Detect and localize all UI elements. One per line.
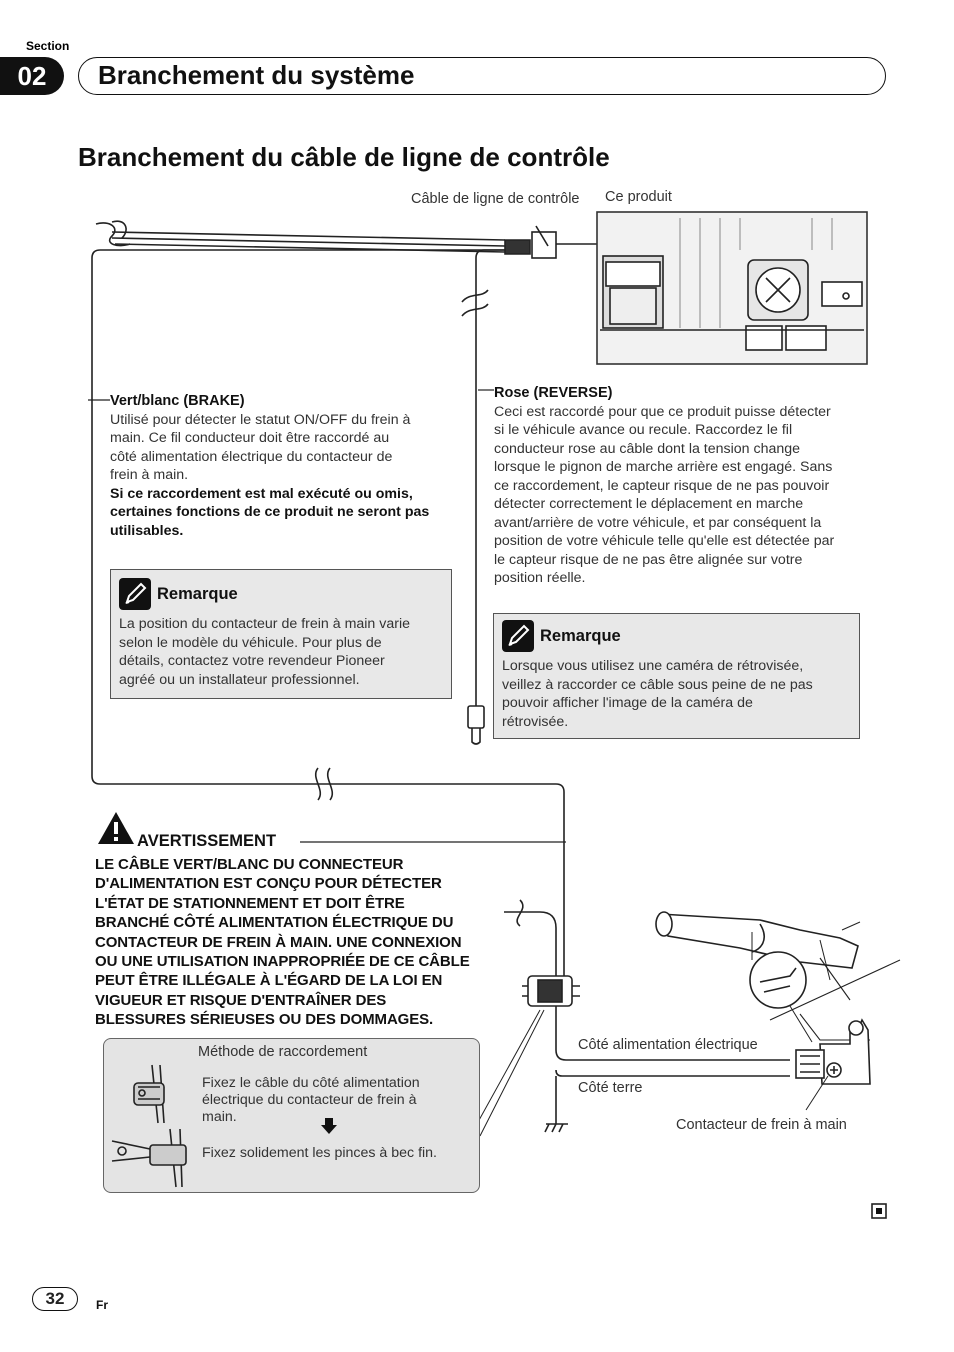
reverse-line: position de votre véhicule telle qu'elle est détectée par: [494, 533, 835, 549]
reverse-line: avant/arrière de votre véhicule, et par conséquent la: [494, 514, 822, 531]
note-line: détails, contactez votre revendeur Pioneer: [119, 653, 385, 669]
warning-line: VIGUEUR ET RISQUE D'ENTRAÎNER DES: [95, 991, 387, 1009]
method-step1-line: électrique du contacteur de frein à: [202, 1092, 417, 1108]
note-box-left: [110, 569, 452, 699]
product-label: Ce produit: [605, 189, 672, 205]
section-number-badge: 02: [0, 57, 64, 95]
ground-side-label: Côté terre: [578, 1080, 643, 1096]
warning-icon: [96, 810, 136, 846]
reverse-title: Rose (REVERSE): [494, 385, 613, 401]
warning-line: LE CÂBLE VERT/BLANC DU CONNECTEUR: [95, 856, 404, 873]
note-line: La position du contacteur de frein à main varie: [119, 616, 411, 632]
section-title: Branchement du système: [98, 60, 415, 90]
brake-line: Utilisé pour détecter le statut ON/OFF du frein à: [110, 411, 411, 428]
reverse-line: le capteur risque de ne pas être alignée sur votre: [494, 551, 803, 568]
pencil-icon: [119, 578, 151, 610]
brake-section: [110, 392, 450, 540]
method-box: [103, 1038, 480, 1193]
reverse-section: [494, 384, 874, 588]
warning-title: AVERTISSEMENT: [137, 832, 277, 850]
method-step2: Fixez solidement les pinces à bec fin.: [202, 1145, 437, 1161]
handbrake-label: Contacteur de frein à main: [676, 1117, 847, 1133]
brake-title: Vert/blanc (BRAKE): [110, 393, 245, 409]
reverse-line: détecter correctement le déplacement en marche: [494, 496, 804, 512]
reverse-line: conducteur rose au câble dont la tension change: [494, 440, 801, 457]
warning-line: L'ÉTAT DE STATIONNEMENT ET DOIT ÊTRE: [95, 894, 405, 912]
power-side-label: Côté alimentation électrique: [578, 1037, 758, 1053]
note-box-right: [493, 613, 860, 739]
brake-bold-line: utilisables.: [110, 522, 184, 539]
brake-bold-line: certaines fonctions de ce produit ne seront pas: [110, 504, 430, 520]
note-line: pouvoir afficher l'image de la caméra de: [502, 695, 753, 711]
note-body: [119, 615, 449, 689]
pencil-icon: [502, 620, 534, 652]
warning-line: D'ALIMENTATION EST CONÇU POUR DÉTECTER: [95, 875, 442, 893]
warning-line: OU UNE UTILISATION INAPPROPRIÉE DE CE CÂBLE: [95, 953, 470, 971]
note-line: Lorsque vous utilisez une caméra de rétrovisée,: [502, 658, 804, 674]
warning-line: CONTACTEUR DE FREIN À MAIN. UNE CONNEXION: [95, 933, 462, 951]
method-step1-line: main.: [202, 1109, 237, 1125]
pliers-illustration: [110, 1127, 194, 1189]
method-title: Méthode de raccordement: [198, 1044, 368, 1060]
reverse-line: si le véhicule avance ou recule. Raccordez le fil: [494, 422, 793, 438]
brake-line: côté alimentation électrique du contacteur de: [110, 448, 393, 465]
note-body: [502, 657, 857, 731]
brake-line: frein à main.: [110, 467, 189, 483]
page-number: 32: [32, 1287, 78, 1311]
note-line: rétrovisée.: [502, 713, 569, 730]
note-title: Remarque: [157, 585, 238, 603]
page-title: Branchement du câble de ligne de contrôle: [78, 142, 610, 172]
brake-line: main. Ce fil conducteur doit être raccordé au: [110, 430, 390, 446]
brake-leader-line: [88, 398, 110, 402]
reverse-line: Ceci est raccordé pour que ce produit puisse détecter: [494, 403, 831, 420]
section-label: Section: [26, 39, 70, 53]
note-line: veillez à raccorder ce câble sous peine de ne pas: [502, 676, 813, 693]
note-title: Remarque: [540, 627, 621, 645]
note-line: selon le modèle du véhicule. Pour plus de: [119, 634, 382, 651]
note-line: agréé ou un installateur professionnel.: [119, 671, 360, 688]
method-step1-line: Fixez le câble du côté alimentation: [202, 1075, 420, 1091]
cable-label: Câble de ligne de contrôle: [411, 191, 580, 207]
warning-line: BRANCHÉ CÔTÉ ALIMENTATION ÉLECTRIQUE DU: [95, 914, 454, 932]
brake-bold-line: Si ce raccordement est mal exécuté ou omis,: [110, 485, 413, 502]
warning-line: PEUT ÊTRE ILLÉGALE À L'ÉGARD DE LA LOI EN: [95, 972, 443, 990]
clamp-attach-illustration: [124, 1063, 184, 1125]
warning-line: BLESSURES SÉRIEUSES OU DES DOMMAGES.: [95, 1011, 434, 1029]
language-code: Fr: [96, 1298, 108, 1312]
reverse-line: ce raccordement, le capteur risque de ne pas pouvoir: [494, 477, 830, 494]
reverse-line: lorsque le pignon de marche arrière est engagé. Sans: [494, 459, 833, 475]
warning-body: [95, 855, 515, 1030]
reverse-line: position réelle.: [494, 570, 586, 586]
arrow-down-icon: [320, 1117, 338, 1135]
reverse-leader-line: [478, 388, 494, 392]
